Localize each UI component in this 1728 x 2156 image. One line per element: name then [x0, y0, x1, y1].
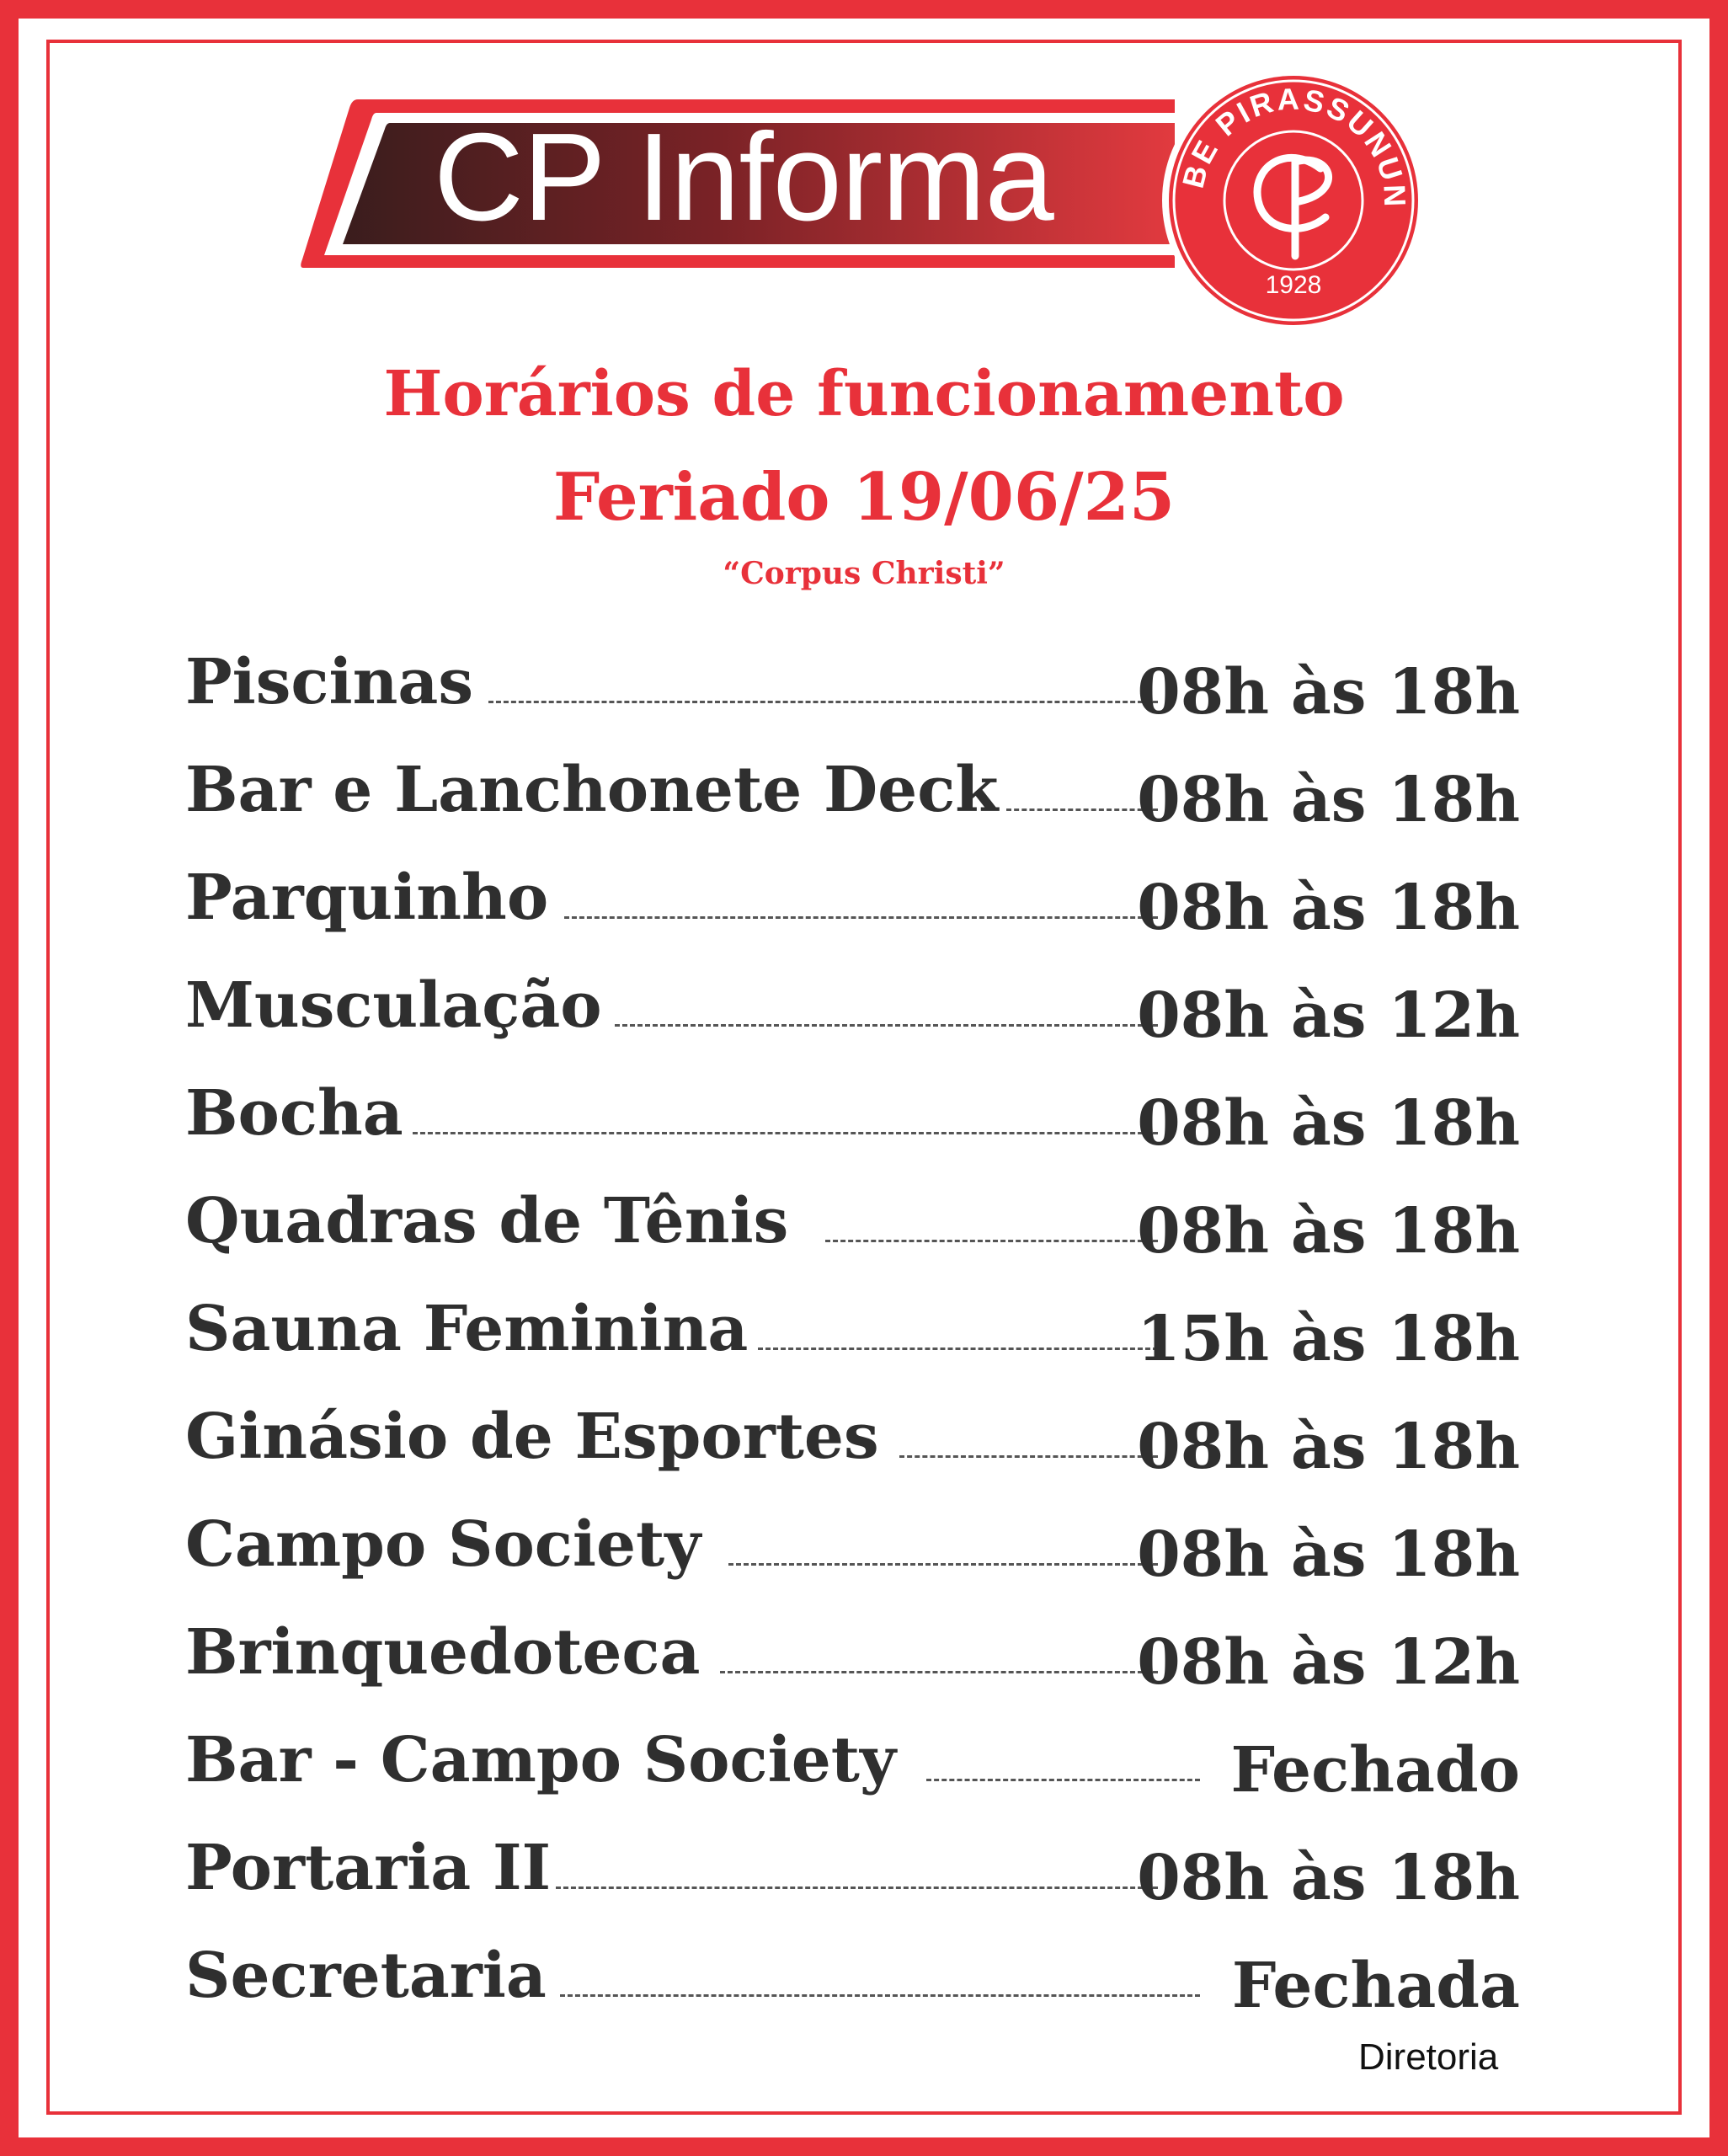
- dotted-leader: [1006, 808, 1158, 811]
- header-banner: [299, 83, 1183, 276]
- logo-club-name: BE PIRASSUNUN: [1175, 81, 1413, 210]
- dotted-leader: [615, 1024, 1158, 1027]
- heading-holiday-name: “Corpus Christi”: [723, 556, 1005, 591]
- schedule-row: [185, 640, 1520, 733]
- dotted-leader: [560, 1994, 1200, 1997]
- place-name: Sauna Feminina: [185, 1293, 749, 1365]
- place-name: Bar e Lanchonete Deck: [185, 754, 999, 826]
- place-name: Bar - Campo Society: [185, 1724, 896, 1796]
- opening-hours: Fechada: [1231, 1950, 1520, 2022]
- place-name: Piscinas: [185, 646, 473, 718]
- opening-hours: 08h às 18h: [1137, 1411, 1520, 1483]
- dotted-leader: [556, 1886, 1158, 1889]
- banner-title: CP Informa: [434, 108, 1053, 247]
- dotted-leader: [728, 1563, 1158, 1566]
- place-name: Campo Society: [185, 1508, 701, 1581]
- club-logo-icon: [1160, 67, 1427, 334]
- heading-hours: Horários de funcionamento: [383, 358, 1345, 430]
- opening-hours: 08h às 18h: [1137, 656, 1520, 728]
- dotted-leader: [926, 1779, 1200, 1781]
- place-name: Bocha: [185, 1077, 403, 1150]
- logo-year: 1928: [1265, 271, 1322, 299]
- opening-hours: 08h às 18h: [1137, 764, 1520, 836]
- dotted-leader: [758, 1348, 1158, 1350]
- schedule-row: [185, 963, 1520, 1056]
- dotted-leader: [899, 1455, 1158, 1458]
- heading-holiday-date: Feriado 19/06/25: [552, 459, 1176, 536]
- dotted-leader: [564, 916, 1158, 919]
- schedule-row: [185, 1395, 1520, 1487]
- place-name: Portaria II: [185, 1832, 552, 1904]
- opening-hours: 08h às 18h: [1137, 1842, 1520, 1914]
- place-name: Musculação: [185, 969, 602, 1042]
- schedule-row: [185, 1287, 1520, 1380]
- opening-hours: 08h às 18h: [1137, 1087, 1520, 1160]
- place-name: Secretaria: [185, 1940, 547, 2012]
- schedule-row: [185, 1071, 1520, 1164]
- schedule-row: [185, 856, 1520, 948]
- club-emblem: [1160, 67, 1427, 334]
- place-name: Quadras de Tênis: [185, 1185, 789, 1257]
- place-name: Ginásio de Esportes: [185, 1401, 879, 1473]
- place-name: Parquinho: [185, 862, 549, 934]
- schedule-row: [185, 1718, 1520, 1811]
- schedule-row: [185, 1826, 1520, 1919]
- dotted-leader: [720, 1671, 1158, 1673]
- opening-hours: 15h às 18h: [1137, 1303, 1520, 1375]
- opening-hours: 08h às 12h: [1137, 1626, 1520, 1699]
- opening-hours: 08h às 18h: [1137, 1195, 1520, 1267]
- schedule-row: [185, 1934, 1520, 2026]
- opening-hours: 08h às 18h: [1137, 872, 1520, 944]
- dotted-leader: [825, 1240, 1158, 1242]
- schedule-row: [185, 748, 1520, 841]
- opening-hours: 08h às 18h: [1137, 1518, 1520, 1591]
- dotted-leader: [488, 701, 1158, 703]
- schedule-row: [185, 1502, 1520, 1595]
- opening-hours: 08h às 12h: [1137, 979, 1520, 1052]
- schedule-row: [185, 1179, 1520, 1272]
- place-name: Brinquedoteca: [185, 1616, 701, 1689]
- schedule-row: [185, 1610, 1520, 1703]
- dotted-leader: [413, 1132, 1158, 1134]
- footer-signature: Diretoria: [1358, 2036, 1499, 2078]
- opening-hours: Fechado: [1230, 1734, 1520, 1806]
